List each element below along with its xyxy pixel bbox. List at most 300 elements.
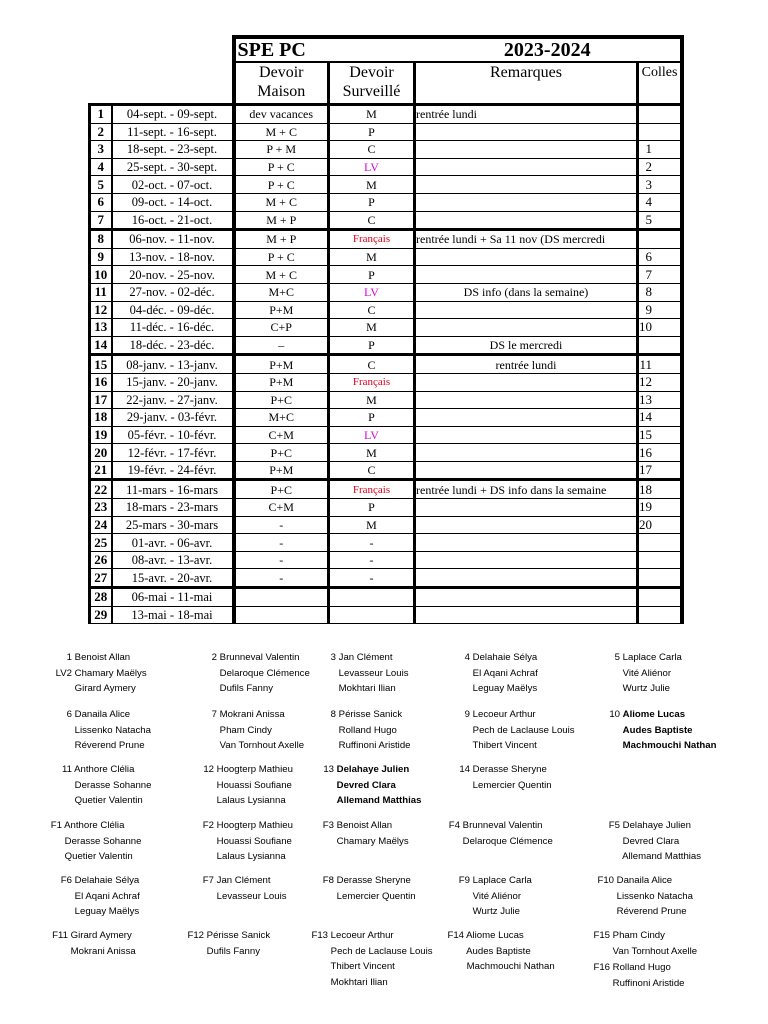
devoir-surveille-cell: M bbox=[329, 248, 415, 266]
group-member-line bbox=[44, 944, 136, 960]
group-member-line bbox=[304, 928, 433, 944]
devoir-maison-cell: P+C bbox=[234, 480, 329, 499]
student-name: Houassi Soufiane bbox=[216, 835, 292, 847]
group-label: 6 bbox=[66, 709, 72, 720]
week-number: 10 bbox=[90, 266, 112, 284]
week-dates: 19-févr. - 24-févr. bbox=[112, 461, 234, 480]
group-block bbox=[446, 873, 532, 920]
remarque-cell bbox=[415, 516, 638, 534]
group-block bbox=[304, 928, 433, 991]
group-member-line bbox=[586, 960, 685, 976]
group-block bbox=[312, 707, 411, 754]
group-block bbox=[440, 928, 555, 975]
student-name: Leguay Maëlys bbox=[472, 683, 538, 695]
table-row bbox=[90, 569, 683, 588]
table-row bbox=[90, 283, 683, 301]
group-label: 13 bbox=[323, 764, 334, 775]
group-member-line bbox=[38, 834, 141, 850]
colle-number-cell bbox=[638, 105, 683, 124]
week-number: 24 bbox=[90, 516, 112, 534]
group-label: 4 bbox=[464, 652, 470, 663]
colle-number-cell: 20 bbox=[638, 516, 683, 534]
devoir-surveille-cell: M bbox=[329, 105, 415, 124]
group-extra-label: LV2 bbox=[55, 667, 72, 679]
week-number: 5 bbox=[90, 176, 112, 194]
student-name: Pham Cindy bbox=[219, 724, 272, 736]
group-member-line bbox=[48, 793, 151, 809]
devoir-maison-cell: – bbox=[234, 336, 329, 355]
student-name: Chamary Maëlys bbox=[74, 667, 147, 679]
devoir-surveille-cell: LV bbox=[329, 283, 415, 301]
group-member-line bbox=[596, 681, 682, 697]
group-member-line bbox=[38, 849, 141, 865]
week-dates: 11-sept. - 16-sept. bbox=[112, 123, 234, 141]
week-dates: 11-déc. - 16-déc. bbox=[112, 319, 234, 337]
week-dates: 22-janv. - 27-janv. bbox=[112, 391, 234, 409]
group-member-line bbox=[48, 723, 151, 739]
devoir-maison-cell: P+C bbox=[234, 444, 329, 462]
week-dates: 18-déc. - 23-déc. bbox=[112, 336, 234, 355]
week-number: 8 bbox=[90, 230, 112, 249]
colle-number-cell bbox=[638, 336, 683, 355]
week-number: 11 bbox=[90, 283, 112, 301]
devoir-maison-cell: M + C bbox=[234, 266, 329, 284]
colle-number-cell: 13 bbox=[638, 391, 683, 409]
group-member-line bbox=[48, 762, 151, 778]
week-number: 9 bbox=[90, 248, 112, 266]
group-member-line bbox=[596, 738, 717, 754]
group-member-line bbox=[312, 650, 409, 666]
week-number: 20 bbox=[90, 444, 112, 462]
week-number: 7 bbox=[90, 211, 112, 230]
group-member-line bbox=[48, 873, 140, 889]
student-name: Mokhtari Ilian bbox=[330, 977, 388, 989]
student-name: Dufils Fanny bbox=[206, 945, 260, 957]
group-label: F14 bbox=[447, 930, 464, 941]
group-member-line bbox=[446, 650, 538, 666]
student-name: Ruffinoni Aristide bbox=[612, 977, 685, 989]
page-title: SPE PC bbox=[234, 37, 415, 62]
remarque-cell bbox=[415, 266, 638, 284]
group-member-line bbox=[446, 707, 575, 723]
student-name: Vité Aliénor bbox=[622, 667, 672, 679]
group-label: F16 bbox=[593, 962, 610, 973]
student-name: El Aqani Achraf bbox=[472, 667, 538, 679]
group-member-line bbox=[590, 873, 693, 889]
student-name: Devred Clara bbox=[336, 779, 396, 791]
week-number: 6 bbox=[90, 193, 112, 211]
group-member-line bbox=[193, 650, 310, 666]
devoir-maison-cell: M+C bbox=[234, 283, 329, 301]
group-block bbox=[310, 873, 416, 904]
group-member-line bbox=[596, 650, 682, 666]
devoir-surveille-cell: LV bbox=[329, 426, 415, 444]
student-name: Thibert Vincent bbox=[472, 740, 537, 752]
table-row bbox=[90, 444, 683, 462]
group-block bbox=[310, 762, 421, 809]
student-name: Derasse Sheryne bbox=[336, 875, 411, 886]
devoir-surveille-cell: Français bbox=[329, 480, 415, 499]
group-member-line bbox=[180, 928, 270, 944]
student-name: Delahaye Julien bbox=[622, 820, 691, 831]
student-name: Wurtz Julie bbox=[472, 906, 520, 918]
devoir-surveille-cell: C bbox=[329, 211, 415, 230]
devoir-surveille-cell: - bbox=[329, 569, 415, 588]
student-name: Delahaie Sélya bbox=[472, 652, 538, 663]
group-block bbox=[48, 873, 140, 920]
week-dates: 13-nov. - 18-nov. bbox=[112, 248, 234, 266]
group-block bbox=[190, 818, 293, 865]
group-member-line bbox=[440, 959, 555, 975]
student-name: Lemercier Quentin bbox=[472, 779, 552, 791]
week-dates: 06-nov. - 11-nov. bbox=[112, 230, 234, 249]
remarque-cell bbox=[415, 499, 638, 517]
column-header-colles: Colles bbox=[638, 62, 683, 105]
group-member-line bbox=[312, 666, 409, 682]
remarque-cell bbox=[415, 588, 638, 607]
remarque-cell bbox=[415, 373, 638, 391]
student-name: Mokrani Anissa bbox=[70, 945, 136, 957]
colle-number-cell: 12 bbox=[638, 373, 683, 391]
student-name: Thibert Vincent bbox=[330, 961, 395, 973]
colle-number-cell bbox=[638, 569, 683, 588]
week-number: 3 bbox=[90, 141, 112, 159]
group-member-line bbox=[312, 681, 409, 697]
student-name: Quetier Valentin bbox=[64, 851, 133, 863]
week-dates: 13-mai - 18-mai bbox=[112, 606, 234, 624]
student-name: Laplace Carla bbox=[622, 652, 682, 663]
devoir-maison-cell: M + C bbox=[234, 193, 329, 211]
group-block bbox=[48, 650, 147, 697]
colle-number-cell: 6 bbox=[638, 248, 683, 266]
student-name: Machmouchi Nathan bbox=[622, 740, 717, 752]
student-name: Brunneval Valentin bbox=[219, 652, 300, 663]
colle-number-cell: 18 bbox=[638, 480, 683, 499]
student-name: Delaroque Clémence bbox=[219, 667, 310, 679]
colle-number-cell: 10 bbox=[638, 319, 683, 337]
group-member-line bbox=[304, 944, 433, 960]
remarque-cell bbox=[415, 426, 638, 444]
devoir-maison-cell: M + P bbox=[234, 211, 329, 230]
group-block bbox=[48, 707, 151, 754]
week-dates: 18-sept. - 23-sept. bbox=[112, 141, 234, 159]
colle-number-cell bbox=[638, 123, 683, 141]
group-label: F3 bbox=[322, 820, 334, 831]
week-number: 29 bbox=[90, 606, 112, 624]
student-name: Leguay Maëlys bbox=[74, 906, 140, 918]
group-block bbox=[586, 928, 697, 959]
student-name: Audes Baptiste bbox=[622, 724, 693, 736]
student-name: Jan Clément bbox=[216, 875, 271, 886]
student-name: El Aqani Achraf bbox=[74, 890, 140, 902]
table-row bbox=[90, 551, 683, 569]
group-member-line bbox=[304, 975, 433, 991]
student-name: Lecoeur Arthur bbox=[330, 930, 394, 941]
devoir-surveille-cell: M bbox=[329, 391, 415, 409]
colle-number-cell: 3 bbox=[638, 176, 683, 194]
group-label: F11 bbox=[52, 930, 68, 941]
colle-number-cell: 11 bbox=[638, 355, 683, 374]
colle-number-cell: 2 bbox=[638, 158, 683, 176]
student-name: Mokhtari Ilian bbox=[338, 683, 396, 695]
table-row bbox=[90, 266, 683, 284]
devoir-surveille-cell: P bbox=[329, 336, 415, 355]
week-number: 21 bbox=[90, 461, 112, 480]
colle-number-cell: 14 bbox=[638, 409, 683, 427]
group-member-line bbox=[446, 778, 552, 794]
student-name: Levasseur Louis bbox=[338, 667, 409, 679]
group-block bbox=[193, 650, 310, 697]
group-member-line bbox=[446, 889, 532, 905]
group-block bbox=[193, 707, 304, 754]
devoir-maison-cell: C+M bbox=[234, 426, 329, 444]
group-label: 11 bbox=[62, 764, 72, 775]
group-member-line bbox=[586, 928, 697, 944]
group-member-line bbox=[596, 849, 701, 865]
student-name: Aliome Lucas bbox=[466, 930, 524, 941]
devoir-surveille-cell: M bbox=[329, 516, 415, 534]
devoir-maison-cell: P+M bbox=[234, 355, 329, 374]
week-dates: 08-avr. - 13-avr. bbox=[112, 551, 234, 569]
devoir-surveille-cell bbox=[329, 588, 415, 607]
remarque-cell: DS le mercredi bbox=[415, 336, 638, 355]
devoir-surveille-cell: P bbox=[329, 499, 415, 517]
colle-groups bbox=[0, 645, 768, 1015]
student-name: Brunneval Valentin bbox=[462, 820, 543, 831]
colle-number-cell: 15 bbox=[638, 426, 683, 444]
group-member-line bbox=[310, 762, 421, 778]
column-header-devoir-maison: Devoir Maison bbox=[234, 62, 329, 105]
week-number: 18 bbox=[90, 409, 112, 427]
student-name: Aliome Lucas bbox=[622, 709, 686, 720]
week-number: 27 bbox=[90, 569, 112, 588]
table-row bbox=[90, 211, 683, 230]
group-label: 14 bbox=[459, 764, 470, 775]
group-label: F4 bbox=[448, 820, 460, 831]
group-member-line bbox=[596, 818, 701, 834]
student-name: Lalaus Lysianna bbox=[216, 851, 286, 863]
devoir-maison-cell: M + C bbox=[234, 123, 329, 141]
student-name: Pham Cindy bbox=[612, 930, 665, 941]
group-member-line bbox=[180, 944, 270, 960]
student-name: Girard Aymery bbox=[74, 683, 136, 695]
devoir-surveille-cell: C bbox=[329, 355, 415, 374]
group-member-line bbox=[586, 976, 685, 992]
table-row bbox=[90, 516, 683, 534]
student-name: Van Tornhout Axelle bbox=[612, 945, 698, 957]
group-member-line bbox=[440, 928, 555, 944]
week-number: 17 bbox=[90, 391, 112, 409]
remarque-cell: rentrée lundi bbox=[415, 355, 638, 374]
remarque-cell bbox=[415, 444, 638, 462]
week-dates: 04-sept. - 09-sept. bbox=[112, 105, 234, 124]
devoir-maison-cell: C+P bbox=[234, 319, 329, 337]
group-block bbox=[312, 650, 409, 697]
week-dates: 08-janv. - 13-janv. bbox=[112, 355, 234, 374]
devoir-surveille-cell: M bbox=[329, 176, 415, 194]
colle-number-cell: 5 bbox=[638, 211, 683, 230]
remarque-cell bbox=[415, 176, 638, 194]
group-member-line bbox=[590, 904, 693, 920]
devoir-maison-cell: M + P bbox=[234, 230, 329, 249]
group-label: F13 bbox=[311, 930, 328, 941]
column-header-remarques: Remarques bbox=[415, 62, 638, 105]
colle-number-cell: 17 bbox=[638, 461, 683, 480]
week-dates: 29-janv. - 03-févr. bbox=[112, 409, 234, 427]
group-block bbox=[48, 762, 151, 809]
week-dates: 09-oct. - 14-oct. bbox=[112, 193, 234, 211]
devoir-surveille-cell: M bbox=[329, 444, 415, 462]
student-name: Danaila Alice bbox=[74, 709, 131, 720]
devoir-surveille-cell: LV bbox=[329, 158, 415, 176]
devoir-surveille-cell: - bbox=[329, 551, 415, 569]
table-row bbox=[90, 141, 683, 159]
student-name: Chamary Maëlys bbox=[336, 835, 409, 847]
week-number: 22 bbox=[90, 480, 112, 499]
devoir-maison-cell: - bbox=[234, 569, 329, 588]
remarque-cell bbox=[415, 606, 638, 624]
table-row bbox=[90, 480, 683, 499]
student-name: Pech de Laclause Louis bbox=[330, 945, 433, 957]
group-member-line bbox=[310, 778, 421, 794]
student-name: Delahaye Julien bbox=[336, 764, 410, 775]
week-number: 19 bbox=[90, 426, 112, 444]
devoir-surveille-cell: M bbox=[329, 319, 415, 337]
table-row bbox=[90, 355, 683, 374]
group-member-line bbox=[193, 707, 304, 723]
week-number: 28 bbox=[90, 588, 112, 607]
group-member-line bbox=[38, 818, 141, 834]
student-name: Derasse Sheryne bbox=[472, 764, 547, 775]
group-block bbox=[596, 818, 701, 865]
group-member-line bbox=[190, 873, 287, 889]
table-row bbox=[90, 176, 683, 194]
student-name: Mokrani Anissa bbox=[219, 709, 285, 720]
week-dates: 18-mars - 23-mars bbox=[112, 499, 234, 517]
group-member-line bbox=[193, 723, 304, 739]
student-name: Hoogterp Mathieu bbox=[216, 820, 293, 831]
devoir-surveille-cell: Français bbox=[329, 373, 415, 391]
week-dates: 04-déc. - 09-déc. bbox=[112, 301, 234, 319]
student-name: Girard Aymery bbox=[70, 930, 132, 941]
group-member-line bbox=[193, 666, 310, 682]
table-row bbox=[90, 158, 683, 176]
student-name: Dufils Fanny bbox=[219, 683, 273, 695]
week-number: 2 bbox=[90, 123, 112, 141]
student-name: Ruffinoni Aristide bbox=[338, 740, 411, 752]
table-row bbox=[90, 461, 683, 480]
remarque-cell: rentrée lundi + Sa 11 nov (DS mercredi bbox=[415, 230, 638, 249]
group-member-line bbox=[190, 889, 287, 905]
group-member-line bbox=[193, 738, 304, 754]
group-member-line bbox=[446, 723, 575, 739]
table-row bbox=[90, 105, 683, 124]
devoir-maison-cell: M+C bbox=[234, 409, 329, 427]
student-name: Rolland Hugo bbox=[338, 724, 397, 736]
week-dates: 02-oct. - 07-oct. bbox=[112, 176, 234, 194]
devoir-surveille-cell: P bbox=[329, 123, 415, 141]
week-number: 26 bbox=[90, 551, 112, 569]
devoir-surveille-cell: C bbox=[329, 301, 415, 319]
group-label: F7 bbox=[202, 875, 214, 886]
schedule-table bbox=[88, 35, 684, 624]
group-member-line bbox=[48, 650, 147, 666]
table-row bbox=[90, 319, 683, 337]
group-block bbox=[180, 928, 270, 959]
devoir-maison-cell: - bbox=[234, 516, 329, 534]
devoir-maison-cell: P+M bbox=[234, 461, 329, 480]
group-block bbox=[586, 960, 685, 991]
group-block bbox=[310, 818, 409, 849]
remarque-cell bbox=[415, 534, 638, 552]
group-label: 2 bbox=[211, 652, 217, 663]
table-row bbox=[90, 606, 683, 624]
student-name: Benoist Allan bbox=[74, 652, 131, 663]
group-label: 1 bbox=[66, 652, 72, 663]
week-number: 15 bbox=[90, 355, 112, 374]
group-member-line bbox=[190, 778, 293, 794]
remarque-cell bbox=[415, 123, 638, 141]
remarque-cell bbox=[415, 193, 638, 211]
group-member-line bbox=[48, 904, 140, 920]
student-name: Benoist Allan bbox=[336, 820, 393, 831]
devoir-maison-cell: P + C bbox=[234, 248, 329, 266]
week-dates: 06-mai - 11-mai bbox=[112, 588, 234, 607]
group-member-line bbox=[48, 681, 147, 697]
table-row bbox=[90, 123, 683, 141]
group-member-line bbox=[446, 681, 538, 697]
group-block bbox=[44, 928, 136, 959]
group-member-line bbox=[446, 738, 575, 754]
group-label: F12 bbox=[187, 930, 204, 941]
student-name: Lecoeur Arthur bbox=[472, 709, 536, 720]
table-row bbox=[90, 499, 683, 517]
colle-number-cell bbox=[638, 230, 683, 249]
week-number: 25 bbox=[90, 534, 112, 552]
colle-number-cell bbox=[638, 534, 683, 552]
group-label: 9 bbox=[464, 709, 470, 720]
week-number: 4 bbox=[90, 158, 112, 176]
table-row bbox=[90, 391, 683, 409]
group-member-line bbox=[193, 681, 310, 697]
week-number: 16 bbox=[90, 373, 112, 391]
student-name: Audes Baptiste bbox=[466, 945, 531, 957]
group-member-line bbox=[48, 889, 140, 905]
group-member-line bbox=[440, 944, 555, 960]
group-label: 12 bbox=[203, 764, 214, 775]
devoir-maison-cell: P + M bbox=[234, 141, 329, 159]
group-member-line bbox=[48, 707, 151, 723]
colle-number-cell: 8 bbox=[638, 283, 683, 301]
devoir-maison-cell: dev vacances bbox=[234, 105, 329, 124]
devoir-maison-cell: C+M bbox=[234, 499, 329, 517]
group-member-line bbox=[310, 873, 416, 889]
student-name: Rolland Hugo bbox=[612, 962, 671, 973]
devoir-surveille-cell: C bbox=[329, 461, 415, 480]
student-name: Lalaus Lysianna bbox=[216, 795, 286, 807]
student-name: Van Tornhout Axelle bbox=[219, 740, 305, 752]
table-row bbox=[90, 230, 683, 249]
group-member-line bbox=[190, 762, 293, 778]
colle-number-cell: 7 bbox=[638, 266, 683, 284]
group-label: F10 bbox=[597, 875, 614, 886]
group-member-line bbox=[312, 723, 411, 739]
school-year: 2023-2024 bbox=[415, 37, 683, 62]
student-name: Anthore Clélia bbox=[64, 820, 125, 831]
student-name: Jan Clément bbox=[338, 652, 393, 663]
remarque-cell: rentrée lundi + DS info dans la semaine bbox=[415, 480, 638, 499]
table-row bbox=[90, 409, 683, 427]
